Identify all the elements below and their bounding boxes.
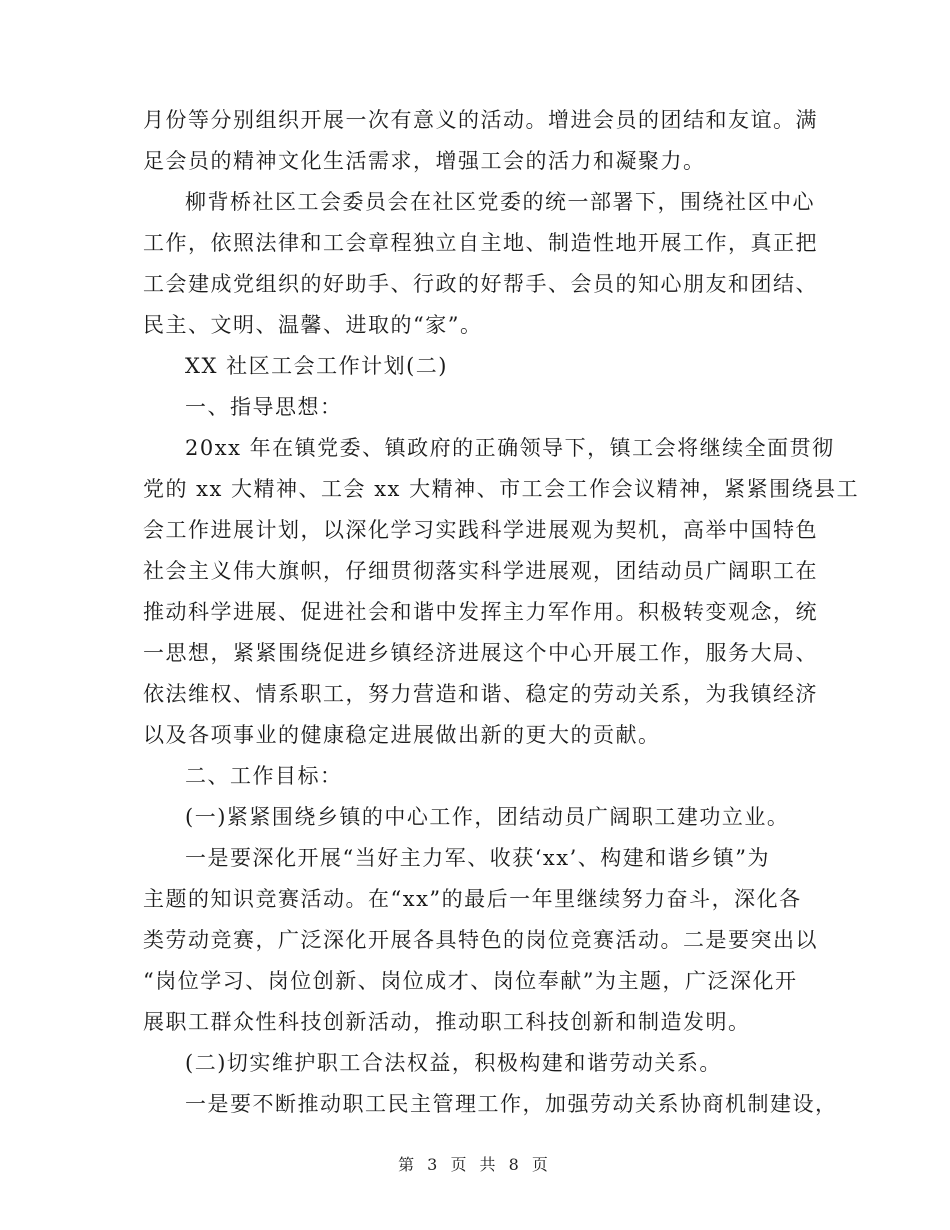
paragraph-line: 一是要不断推动职工民主管理工作，加强劳动关系协商机制建设， (185, 1092, 838, 1116)
paragraph-line: 社会主义伟大旗帜，仔细贯彻落实科学进展观，团结动员广阔职工在 (143, 559, 818, 583)
paragraph-line: 工作，依照法律和工会章程独立自主地、制造性地开展工作，真正把 (143, 231, 818, 255)
page-footer: 第 3 页 共 8 页 (398, 1155, 552, 1174)
paragraph-line: 类劳动竞赛，广泛深化开展各具特色的岗位竞赛活动。二是要突出以 (143, 928, 818, 952)
paragraph-line: 以及各项事业的健康稳定进展做出新的更大的贡献。 (143, 723, 661, 747)
heading-work-goals: 二、工作目标： (185, 764, 343, 788)
paragraph-line: 一思想，紧紧围绕促进乡镇经济进展这个中心开展工作，服务大局、 (143, 641, 818, 665)
section-title: XX 社区工会工作计划(二) (185, 354, 448, 378)
paragraph-line: 柳背桥社区工会委员会在社区党委的统一部署下，围绕社区中心 (185, 190, 815, 214)
subheading-2: (二)切实维护职工合法权益，积极构建和谐劳动关系。 (185, 1051, 722, 1075)
paragraph-line: 工会建成党组织的好助手、行政的好帮手、会员的知心朋友和团结、 (143, 272, 818, 296)
paragraph-line: 足会员的精神文化生活需求，增强工会的活力和凝聚力。 (143, 149, 706, 173)
subheading-1: (一)紧紧围绕乡镇的中心工作，团结动员广阔职工建功立业。 (185, 805, 790, 829)
paragraph-line: 民主、文明、温馨、进取的“家”。 (143, 313, 483, 337)
paragraph-line: 依法维权、情系职工，努力营造和谐、稳定的劳动关系，为我镇经济 (143, 682, 818, 706)
paragraph-line: 推动科学进展、促进社会和谐中发挥主力军作用。积极转变观念，统 (143, 600, 818, 624)
paragraph-line: 展职工群众性科技创新活动，推动职工科技创新和制造发明。 (143, 1010, 751, 1034)
paragraph-line: 20xx 年在镇党委、镇政府的正确领导下，镇工会将继续全面贯彻 (185, 436, 835, 460)
paragraph-line: 党的 xx 大精神、工会 xx 大精神、市工会工作会议精神，紧紧围绕县工 (143, 477, 860, 501)
paragraph-line: “岗位学习、岗位创新、岗位成才、岗位奉献”为主题，广泛深化开 (143, 969, 798, 993)
heading-guiding-thought: 一、指导思想： (185, 395, 343, 419)
paragraph-line: 主题的知识竞赛活动。在“xx”的最后一年里继续努力奋斗，深化各 (143, 887, 802, 911)
paragraph-line: 月份等分别组织开展一次有意义的活动。增进会员的团结和友谊。满 (143, 108, 818, 132)
paragraph-line: 一是要深化开展“当好主力军、收获‘xx’、构建和谐乡镇”为 (185, 846, 771, 870)
paragraph-line: 会工作进展计划，以深化学习实践科学进展观为契机，高举中国特色 (143, 518, 818, 542)
